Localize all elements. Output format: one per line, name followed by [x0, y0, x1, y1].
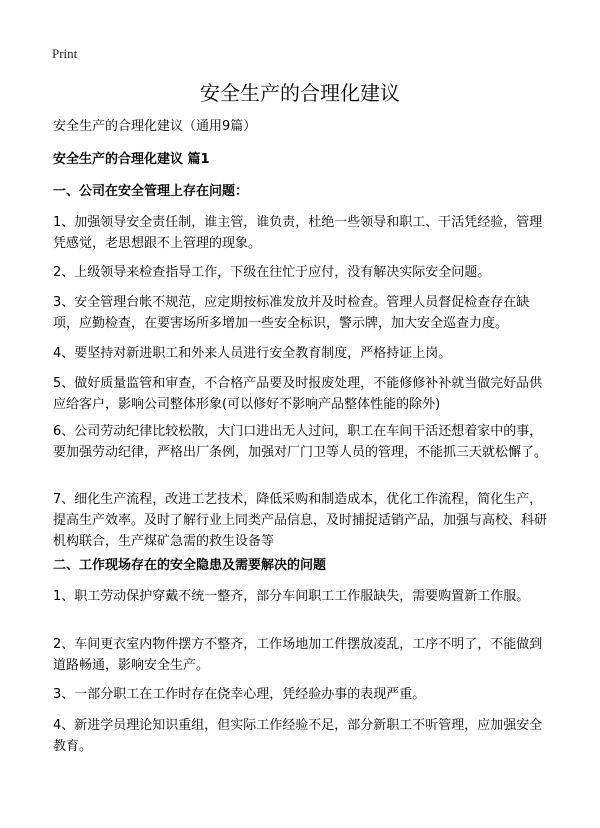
article-heading: 安全生产的合理化建议 篇1: [53, 152, 210, 167]
section-heading-1: 一、公司在安全管理上存在问题：: [53, 184, 249, 199]
section1-item-2: 2、上级领导来检查指导工作，下级在往忙于应付，没有解决实际安全问题。: [53, 265, 491, 280]
section1-item-7: 7、细化生产流程，改进工艺技术，降低采购和制造成本，优化工作流程，简化生产，提高生产效率。及时了解行业上同类产品信息，及时捕捉适销产品，加强与高校、科研机构联合，生产煤矿急需的救生设备等: [53, 492, 548, 549]
section2-item-1: 1、职工劳动保护穿戴不统一整齐，部分车间职工工作服缺失，需要购置新工作服。: [53, 589, 530, 604]
section-heading-2: 二、工作现场存在的安全隐患及需要解决的问题: [53, 558, 327, 573]
section1-item-4: 4、要坚持对新进职工和外来人员进行安全教育制度，严格持证上岗。: [53, 346, 452, 361]
section2-item-2: 2、车间更衣室内物件摆方不整齐，工作场地加工件摆放凌乱，工序不明了，不能做到道路畅通，影响安全生产。: [53, 637, 543, 673]
document-subtitle: 安全生产的合理化建议（通用9篇）: [53, 119, 257, 134]
section1-item-3: 3、安全管理台帐不规范，应定期按标准发放并及时检查。管理人员督促检查存在缺项，应勤检查，在要害场所多增加一些安全标识，警示牌，加大安全巡查力度。: [53, 295, 530, 331]
section2-item-3: 3、一部分职工在工作时存在侥幸心理，凭经验办事的表现严重。: [53, 687, 426, 702]
section2-item-4: 4、新进学员理论知识重组，但实际工作经验不足，部分新职工不听管理，应加强安全教育。: [53, 718, 543, 754]
section1-item-1: 1、加强领导安全责任制，谁主管，谁负责，杜绝一些领导和职工、干活凭经验，管理凭感觉，老思想跟不上管理的现象。: [53, 215, 543, 251]
document-title: 安全生产的合理化建议: [200, 81, 400, 105]
print-label: Print: [52, 46, 78, 61]
section1-item-6: 6、公司劳动纪律比较松散，大门口进出无人过问，职工在车间干活还想着家中的事，要加强劳动纪律，严格出厂条例，加强对厂门卫等人员的管理，不能抓三天就松懈了。: [53, 424, 548, 460]
section1-item-5: 5、做好质量监管和审查，不合格产品要及时报废处理，不能修修补补就当做完好品供应给客户，影响公司整体形象(可以修好不影响产品整体性能的除外): [53, 376, 543, 412]
